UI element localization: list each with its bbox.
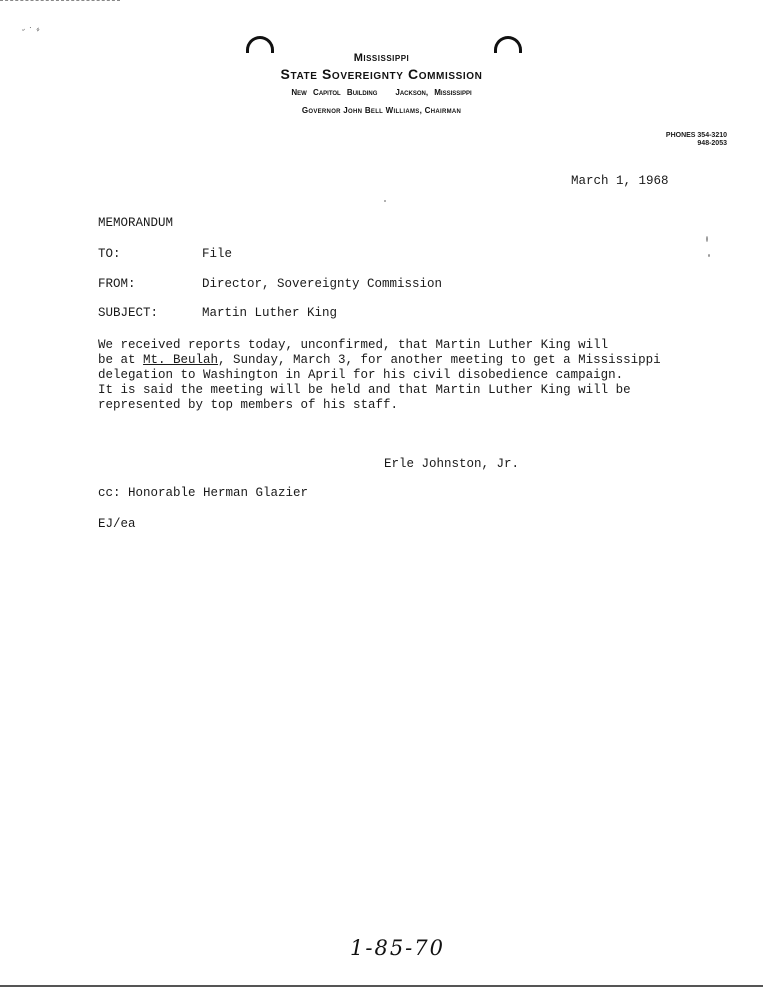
letterhead-state: Mississippi — [353, 52, 410, 64]
subject-value: Martin Luther King — [202, 306, 338, 320]
from-value: Director, Sovereignty Commission — [202, 277, 443, 291]
handwritten-document-number: 1-85-70 — [350, 936, 445, 960]
bottom-edge-rule — [0, 985, 763, 987]
phone-line-2: 948-2053 — [697, 140, 727, 147]
to-label: TO: — [98, 247, 121, 261]
body-line-1: We received reports today, unconfirmed, that Martin Luther King will — [98, 338, 609, 352]
from-label: FROM: — [98, 277, 136, 291]
phone-numbers — [666, 132, 727, 148]
body-line-4: It is said the meeting will be held and that Martin Luther King will be — [98, 383, 631, 397]
scan-speck — [706, 236, 708, 242]
top-edge-mark — [0, 0, 120, 1]
body-line-2 — [98, 353, 661, 367]
body-line-3: delegation to Washington in April for his civil disobedience campaign. — [98, 368, 624, 382]
subject-label: SUBJECT: — [98, 306, 159, 320]
phone-line-1: PHONES 354-3210 — [665, 132, 727, 139]
letterhead-commission: State Sovereignty Commission — [280, 66, 483, 82]
memo-type: MEMORANDUM — [98, 216, 174, 230]
body-line-5: represented by top members of his staff. — [98, 398, 399, 412]
to-value: File — [202, 247, 233, 261]
location-underlined: Mt. Beulah — [143, 353, 219, 367]
memo-date: March 1, 1968 — [571, 174, 669, 188]
carbon-copy: cc: Honorable Herman Glazier — [98, 486, 309, 500]
body-line-2-end: , Sunday, March 3, for another meeting to get a Mississippi — [218, 353, 661, 367]
typist-initials: EJ/ea — [98, 517, 136, 531]
scan-speck — [384, 200, 386, 202]
corner-marks: ˘ ˙ ⸗ — [21, 24, 41, 40]
arch-ornament-right — [494, 36, 522, 53]
body-line-2-start: be at — [98, 353, 144, 367]
letterhead-chairman: Governor John Bell Williams, Chairman — [301, 106, 462, 115]
letterhead-address — [0, 88, 763, 97]
signature: Erle Johnston, Jr. — [384, 457, 520, 471]
address-city: Jackson, Mississippi — [395, 88, 472, 97]
arch-ornament-left — [246, 36, 274, 53]
address-building: New Capitol Building — [291, 88, 378, 97]
scan-speck — [708, 254, 710, 257]
